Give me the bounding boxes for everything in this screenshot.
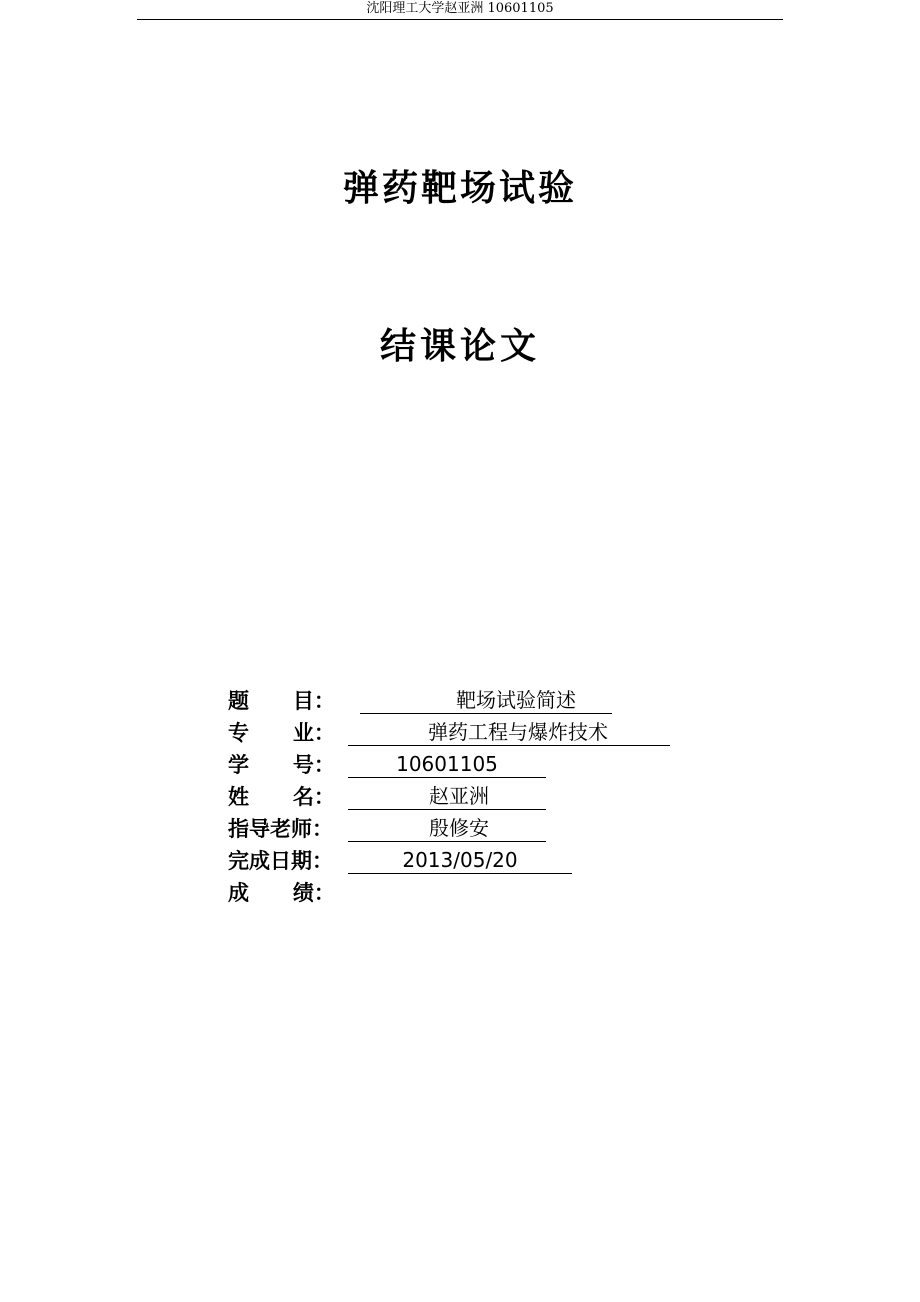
student-id-label: 学 号： — [228, 753, 335, 777]
info-row-name — [228, 781, 688, 813]
topic-value: 靶场试验简述 — [360, 685, 612, 714]
student-id-value: 10601105 — [348, 749, 546, 778]
major-value: 弹药工程与爆炸技术 — [348, 717, 670, 746]
info-row-advisor — [228, 813, 688, 845]
name-label: 姓 名： — [228, 785, 335, 809]
info-row-date — [228, 845, 688, 877]
advisor-label: 指导老师： — [228, 817, 333, 841]
info-row-student-id — [228, 749, 688, 781]
info-row-grade — [228, 877, 688, 909]
date-label: 完成日期： — [228, 849, 333, 873]
running-header: 沈阳理工大学赵亚洲 10601105 — [366, 1, 554, 16]
document-subtitle: 结课论文 — [379, 325, 540, 367]
header-rule — [137, 19, 783, 20]
topic-label: 题 目： — [228, 689, 335, 713]
document-title: 弹药靶场试验 — [342, 167, 577, 209]
info-row-major — [228, 717, 688, 749]
cover-info-block — [228, 685, 688, 909]
major-label: 专 业： — [228, 721, 335, 745]
grade-label: 成 绩： — [228, 881, 335, 905]
name-value: 赵亚洲 — [348, 781, 546, 810]
date-value: 2013/05/20 — [348, 845, 572, 874]
advisor-value: 殷修安 — [348, 813, 546, 842]
info-row-topic — [228, 685, 688, 717]
